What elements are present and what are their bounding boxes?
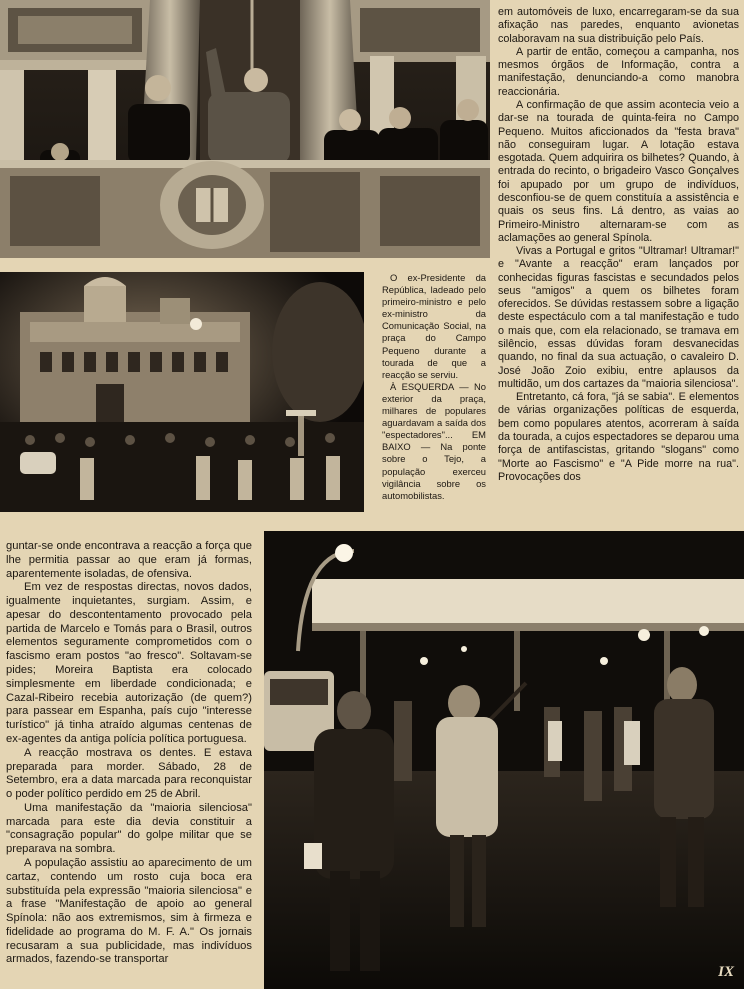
article-paragraph: A partir de então, começou a campanha, nos mesmos órgãos de Informação, contra a manifestação, denunciando-a como manobra reaccionária.: [498, 45, 739, 98]
page-number: IX: [718, 964, 734, 980]
bullring-night-photo: [0, 272, 364, 512]
article-paragraph: guntar-se onde encontrava a reacção a força que lhe permitia passar ao que eram já formas, aparentemente isoladas, de ofensiva.: [6, 540, 252, 580]
article-paragraph: A confirmação de que assim acontecia veio a dar-se na tourada de quinta-feira no Campo Pequeno. Muitos aficcionados da "festa brava" não conseguiram lugar. A lotação estava esgotada. Quem adquirira os bilhetes? Quando, à entrada do recinto, o brigadeiro Vasco Gonçalves foi apupado por um grupo de indivíduos, desconfiou-se de quem constituía a assistência e quais os seus fins. Lá dentro, as vaias ao Primeiro-Ministro alternaram-se com as aclamações ao general Spínola.: [498, 98, 739, 244]
caption-paragraph: O ex-Presidente da República, ladeado pelo primeiro-ministro e pelo ex-ministro da Comunicação Social, na praça do Campo Pequeno durante a tourada de que a reacção se serviu.: [382, 272, 486, 380]
photo-caption: [382, 272, 486, 502]
article-paragraph: Vivas a Portugal e gritos "Ultramar! Ultramar!" e "Avante a reacção" eram lançados por conhecidas figuras fascistas e secundados pelos seus "amigos" a quem os bilhetes foram oferecidos. Se dúvidas restassem sobre a ligação deste espectáculo com a tal manifestação e tudo o mais que, com ela relacionado, se tramava em silêncio, essas dúvidas foram desvanecidas quando, no final da sua actuação, o cavaleiro D. José João Zoio exibiu, entre aplausos da multidão, um dos cartazes da "maioria silenciosa".: [498, 245, 739, 390]
article-column-bottom-left: [6, 540, 252, 984]
bridge-checkpoint-photo: [264, 531, 744, 989]
article-paragraph: A reacção mostrava os dentes. E estava preparada para morder. Sábado, 28 de Setembro, era a data marcada para reconquistar o poder político perdido em 25 de Abril.: [6, 746, 252, 801]
article-column-top-right: [498, 6, 739, 514]
caption-paragraph: À ESQUERDA — No exterior da praça, milhares de populares aguardavam a saída dos "espectadores"... EM BAIXO — Na ponte sobre o Tejo, a população exerceu vigilância sobre os automobilistas.: [382, 380, 486, 501]
balcony-photo: [0, 0, 490, 258]
article-paragraph: Em vez de respostas directas, novos dados, igualmente inquietantes, surgiam. Assim, e apesar do descontentamento provocado pela partida de Marcelo e Tomás para o Brasil, outros elementos seguramente comprometidos com o fascismo eram postos "ao fresco". Soltavam-se pides; Moreira Baptista era colocado simplesmente em liberdade condicionada; e Cazal-Ribeiro recebia autorização (de quem?) para passear em Espanha, país cujo "interesse turístico" já tinha atraído algumas centenas de ex-agentes da antiga polícia política portuguesa.: [6, 581, 252, 745]
article-paragraph: A população assistiu ao aparecimento de um cartaz, contendo um rosto cuja boca era substituída pela expressão "maioria silenciosa" e a frase "Manifestação de apoio ao general Spínola: não aos extremismos, sim à firmeza e fidelidade ao programa do M. F. A." Os jornais recusaram a sua publicidade, mas indivíduos armados, fazendo-se transportar: [6, 856, 252, 966]
article-paragraph: Entretanto, cá fora, "já se sabia". E elementos de várias organizações políticas de esquerda, bem como populares atentos, acorreram à saída da tourada, a cujos espectadores se deparou uma força de antifascistas, gritando "slogans" como "Morte ao Fascismo" e "A Pide morre na rua". Provocações dos: [498, 391, 739, 483]
article-paragraph: Uma manifestação da "maioria silenciosa" marcada para este dia devia constituir a "consagração popular" do golpe militar que se preparava na sombra.: [6, 801, 252, 856]
article-paragraph: em automóveis de luxo, encarregaram-se da sua afixação nas paredes, enquanto avionetas colaboravam na sua distribuição pelo País.: [498, 6, 739, 45]
